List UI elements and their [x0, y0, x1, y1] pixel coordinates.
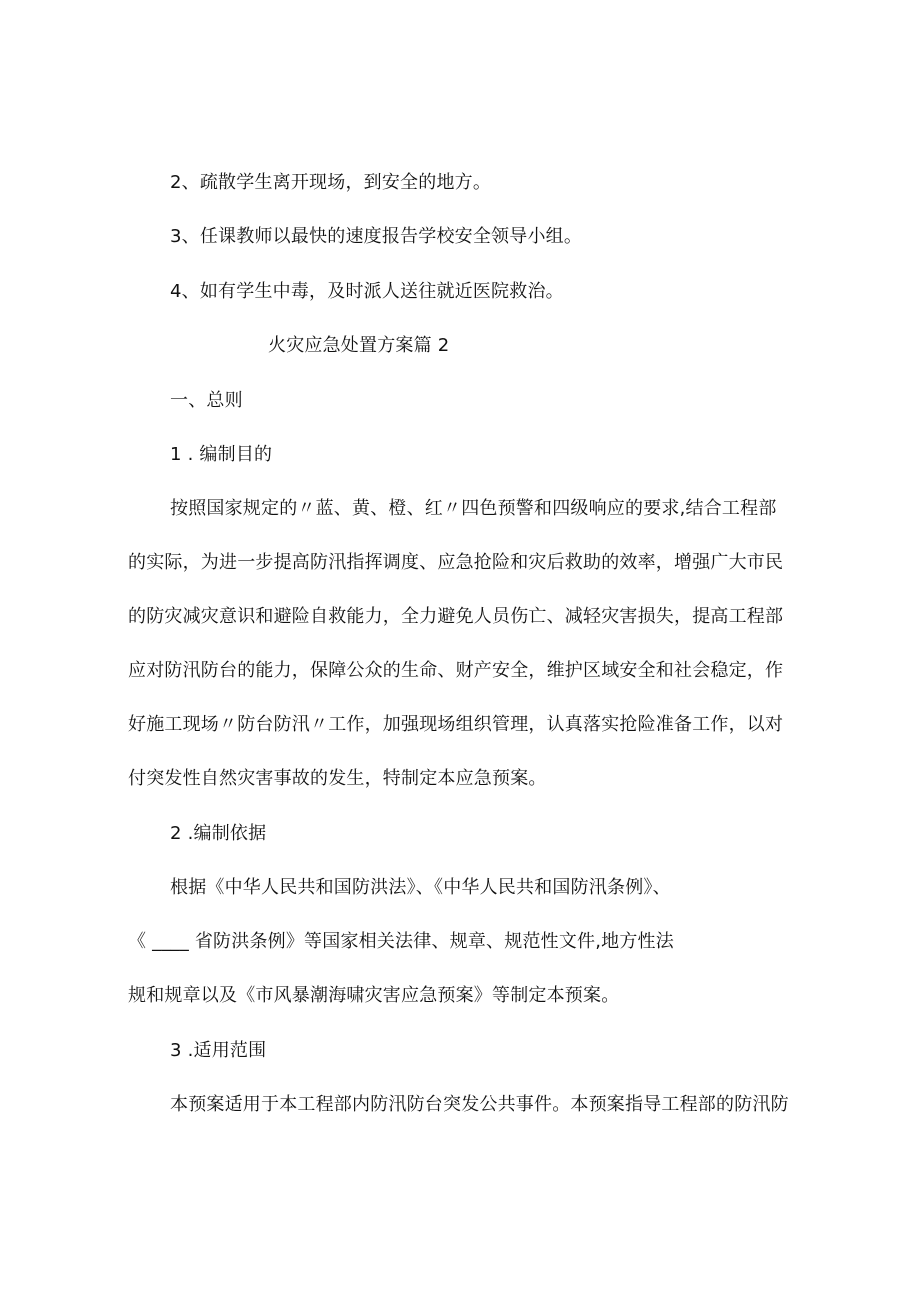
basis-paragraph-line: 规和规章以及《市风暴潮海啸灾害应急预案》等制定本预案。	[128, 985, 620, 1006]
basis-paragraph-line: 根据《中华人民共和国防洪法》、《中华人民共和国防汛条例》、	[170, 877, 671, 898]
purpose-paragraph-line: 应对防汛防台的能力，保障公众的生命、财产安全，维护区域安全和社会稳定，作	[128, 660, 784, 681]
purpose-paragraph-line: 按照国家规定的〃蓝、黄、橙、红〃四色预警和四级响应的要求,结合工程部	[170, 498, 777, 519]
list-item-2: 2、疏散学生离开现场，到安全的地方。	[170, 172, 492, 193]
list-item-3: 3、任课教师以最快的速度报告学校安全领导小组。	[170, 226, 583, 247]
basis-heading: 2 .编制依据	[170, 823, 267, 844]
purpose-heading: 1 . 编制目的	[170, 444, 273, 465]
purpose-paragraph-line: 的防灾减灾意识和避险自救能力，全力避免人员伤亡、减轻灾害损失，提高工程部	[128, 606, 784, 627]
list-item-4: 4、如有学生中毒，及时派人送往就近医院救治。	[170, 281, 564, 302]
basis-paragraph-line: 《 ____ 省防洪条例》等国家相关法律、规章、规范性文件,地方性法	[128, 931, 674, 952]
purpose-paragraph-line: 付突发性自然灾害事故的发生，特制定本应急预案。	[128, 768, 547, 789]
scope-heading: 3 .适用范围	[170, 1040, 267, 1061]
general-heading: 一、总则	[170, 390, 243, 411]
scope-paragraph-line: 本预案适用于本工程部内防汛防台突发公共事件。本预案指导工程部的防汛防	[170, 1094, 789, 1115]
section-title: 火灾应急处置方案篇 2	[268, 335, 450, 356]
purpose-paragraph-line: 的实际，为进一步提高防汛指挥调度、应急抢险和灾后救助的效率，增强广大市民	[128, 552, 784, 573]
purpose-paragraph-line: 好施工现场〃防台防汛〃工作，加强现场组织管理，认真落实抢险准备工作，以对	[128, 714, 784, 735]
